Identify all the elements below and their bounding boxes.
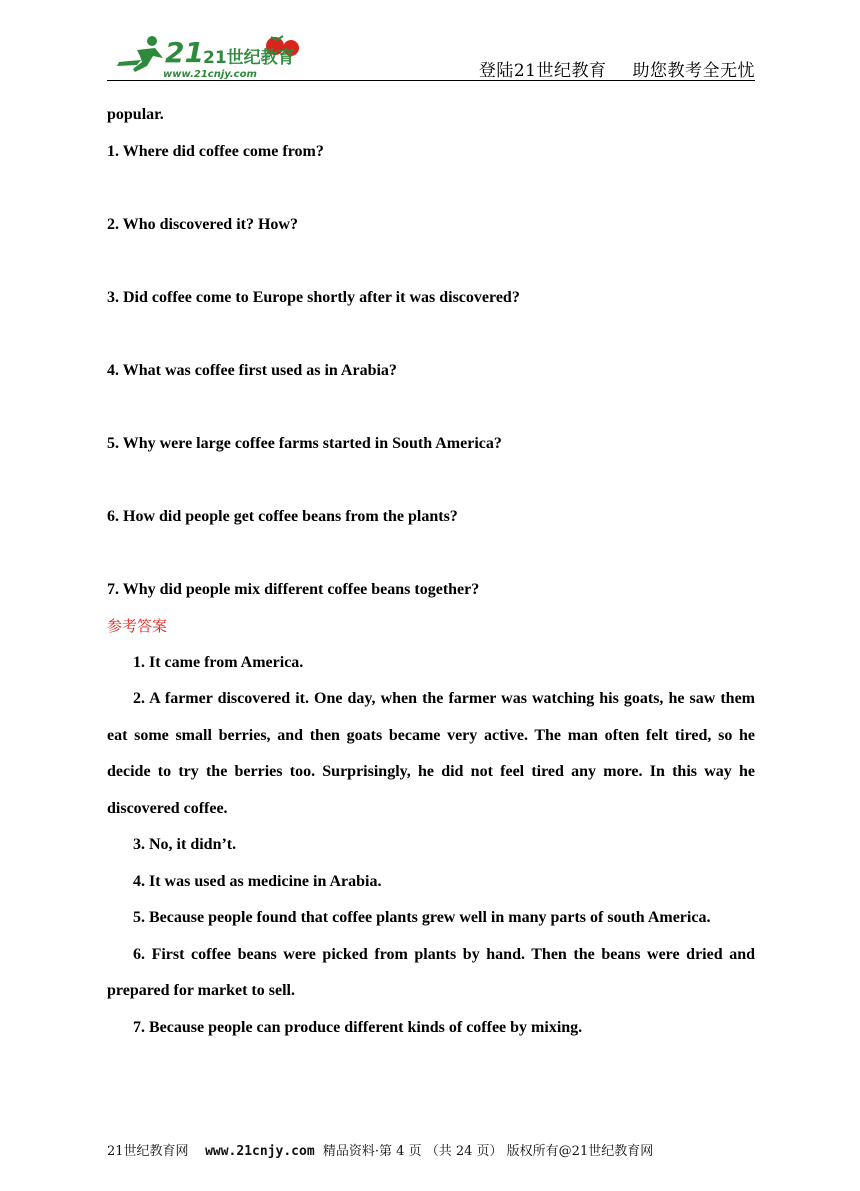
answer-5: 5. Because people found that coffee plants grew well in many parts of south America.: [133, 909, 711, 926]
svg-text:21: 21: [165, 36, 204, 69]
answer-1: 1. It came from America.: [133, 653, 304, 671]
answer-space: [107, 316, 755, 353]
answer-2: 2. A farmer discovered it. One day, when the farmer was watching his goats, he saw them eat some small berries, and then goats became very active. The man often felt tired, so he decide to try the berries too. Surprisingly, he did not feel tired any more. In this way he discovered coffee.: [107, 690, 755, 817]
header-slogan: [479, 56, 755, 81]
answer-6: 6. First coffee beans were picked from plants by hand. Then the beans were dried and prepared for market to sell.: [107, 945, 755, 999]
site-logo: [107, 32, 307, 80]
question-6: 6. How did people get coffee beans from the plants?: [107, 507, 458, 525]
document-body: [107, 97, 755, 1046]
answers-heading: 参考答案: [107, 617, 168, 635]
slogan-right: 助您教考全无忧: [632, 61, 755, 81]
answer-space: [107, 170, 755, 207]
footer-site-name: 21世纪教育网: [107, 1144, 189, 1159]
answer-3: 3. No, it didn’t.: [133, 836, 237, 853]
top-fragment: popular.: [107, 106, 164, 123]
svg-text:www.21cnjy.com: www.21cnjy.com: [163, 69, 257, 80]
answer-space: [107, 462, 755, 499]
header-divider: [107, 80, 755, 81]
question-2: 2. Who discovered it? How?: [107, 215, 298, 233]
page-header: [107, 32, 755, 82]
svg-text:21世纪教育: 21世纪教育: [203, 48, 295, 68]
question-3: 3. Did coffee come to Europe shortly after it was discovered?: [107, 288, 520, 306]
answer-space: [107, 535, 755, 572]
footer-copyright: 版权所有@21世纪教育网: [506, 1144, 654, 1159]
slogan-left: 登陆21世纪教育: [478, 61, 607, 81]
answer-space: [107, 243, 755, 280]
answer-4: 4. It was used as medicine in Arabia.: [133, 872, 382, 890]
footer-url: www.21cnjy.com: [205, 1144, 315, 1159]
question-5: 5. Why were large coffee farms started in South America?: [107, 434, 502, 452]
question-1: 1. Where did coffee come from?: [107, 142, 324, 160]
footer-page-info: 精品资料·第 4 页 （共 24 页）: [322, 1144, 503, 1159]
answer-space: [107, 389, 755, 426]
page-footer: [107, 1140, 807, 1159]
question-7: 7. Why did people mix different coffee beans together?: [107, 580, 480, 598]
answer-7: 7. Because people can produce different kinds of coffee by mixing.: [133, 1018, 583, 1036]
question-4: 4. What was coffee first used as in Arabia?: [107, 361, 397, 379]
